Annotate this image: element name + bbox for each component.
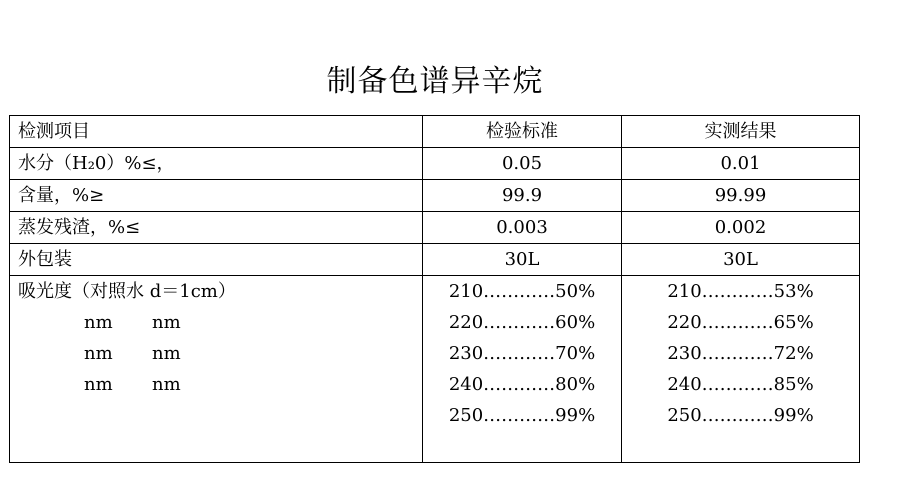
unit-label: nm bbox=[84, 312, 113, 333]
table-row bbox=[10, 180, 860, 212]
row-standard: 30L bbox=[423, 244, 622, 276]
row-standard: 99.9 bbox=[423, 180, 622, 212]
table-row bbox=[10, 212, 860, 244]
absorbance-standard-value: 220…………60% bbox=[448, 312, 596, 333]
absorbance-result-value: 240…………85% bbox=[667, 374, 814, 395]
table-row bbox=[10, 148, 860, 180]
unit-line bbox=[18, 307, 422, 338]
row-standard: 0.003 bbox=[423, 212, 622, 244]
absorbance-standard-value: 250…………99% bbox=[448, 405, 596, 426]
unit-label: nm bbox=[152, 343, 181, 364]
absorbance-standard-cell bbox=[423, 276, 622, 463]
unit-label: nm bbox=[84, 343, 113, 364]
header-item: 检测项目 bbox=[10, 116, 423, 148]
unit-line bbox=[18, 338, 422, 369]
absorbance-result-value: 220…………65% bbox=[667, 312, 814, 333]
absorbance-item-cell bbox=[10, 276, 423, 463]
spec-table bbox=[9, 115, 860, 463]
row-item: 外包装 bbox=[10, 244, 423, 276]
absorbance-result-value: 210…………53% bbox=[667, 281, 814, 302]
absorbance-standard-value: 230…………70% bbox=[448, 343, 596, 364]
row-standard: 0.05 bbox=[423, 148, 622, 180]
row-result: 99.99 bbox=[622, 180, 860, 212]
unit-line bbox=[18, 369, 422, 400]
unit-label: nm bbox=[152, 312, 181, 333]
table-header-row bbox=[10, 116, 860, 148]
absorbance-standard-values bbox=[423, 276, 621, 431]
row-result: 30L bbox=[622, 244, 860, 276]
unit-label: nm bbox=[152, 374, 181, 395]
absorbance-result-value: 250…………99% bbox=[667, 405, 814, 426]
row-item: 含量，%≥ bbox=[10, 180, 423, 212]
absorbance-result-values bbox=[622, 276, 859, 431]
absorbance-row bbox=[10, 276, 860, 463]
row-item: 蒸发残渣，%≤ bbox=[10, 212, 423, 244]
unit-label: nm bbox=[84, 374, 113, 395]
header-result: 实测结果 bbox=[622, 116, 860, 148]
absorbance-result-cell bbox=[622, 276, 860, 463]
absorbance-standard-value: 210…………50% bbox=[448, 281, 596, 302]
absorbance-standard-value: 240…………80% bbox=[448, 374, 596, 395]
absorbance-result-value: 230…………72% bbox=[667, 343, 814, 364]
row-item: 水分（H₂0）%≤， bbox=[10, 148, 423, 180]
row-result: 0.01 bbox=[622, 148, 860, 180]
document-title: 制备色谱异辛烷 bbox=[326, 64, 544, 99]
row-result: 0.002 bbox=[622, 212, 860, 244]
table-row bbox=[10, 244, 860, 276]
header-standard: 检验标准 bbox=[423, 116, 622, 148]
absorbance-label: 吸光度（对照水 d＝1cm） bbox=[18, 281, 236, 302]
